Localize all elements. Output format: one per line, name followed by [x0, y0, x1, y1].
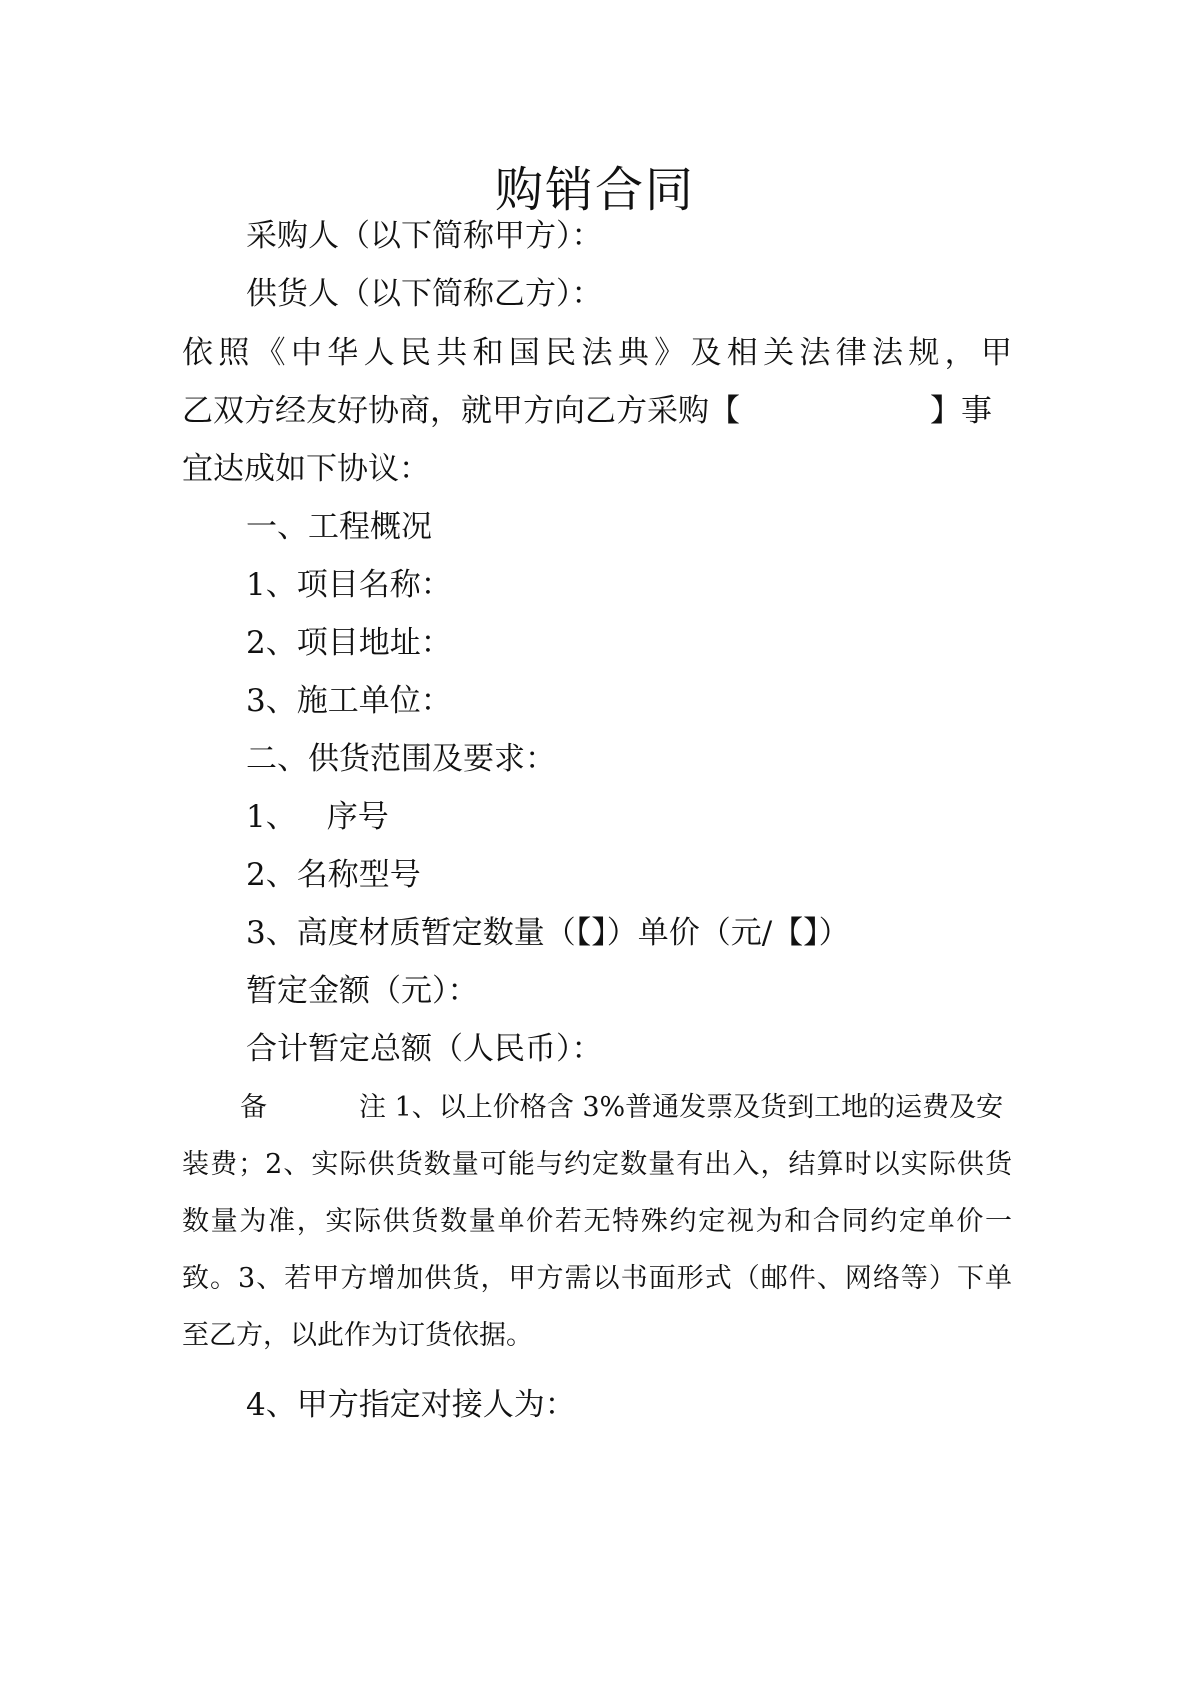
serial-number-index: 1、 — [246, 799, 297, 835]
contact-person-line: 4、甲方指定对接人为： — [246, 1387, 576, 1423]
note-line-1: 注 1、以上价格含 3%普通发票及货到工地的运费及安 — [359, 1092, 1004, 1123]
intro-line-2-after: 】事 — [930, 393, 992, 429]
note-line-5: 至乙方，以此作为订货依据。 — [182, 1320, 533, 1351]
note-line-4: 致。3、若甲方增加供货，甲方需以书面形式（邮件、网络等）下单 — [182, 1263, 1012, 1294]
intro-line-2 — [182, 391, 1012, 431]
intro-line-1: 依照《中华人民共和国民法典》及相关法律法规，甲 — [182, 335, 1012, 371]
note-first-line — [240, 1090, 1003, 1126]
buyer-line: 采购人（以下简称甲方）： — [246, 218, 603, 254]
note-line-3: 数量为准，实际供货数量单价若无特殊约定视为和合同约定单价一 — [182, 1206, 1012, 1237]
serial-number-line — [246, 797, 389, 837]
note-label: 备 — [240, 1092, 267, 1123]
serial-number-text: 序号 — [326, 799, 389, 835]
project-name-line: 1、项目名称： — [246, 567, 452, 603]
spec-quantity-price-line: 3、高度材质暂定数量（【】）单价（元/【】） — [246, 915, 850, 951]
document-title: 购销合同 — [494, 162, 695, 218]
project-address-line: 2、项目地址： — [246, 625, 452, 661]
intro-line-3: 宜达成如下协议： — [182, 451, 430, 487]
note-line-2: 装费；2、实际供货数量可能与约定数量有出入，结算时以实际供货 — [182, 1149, 1012, 1180]
section-2-heading: 二、供货范围及要求： — [246, 741, 556, 777]
total-amount-line: 合计暂定总额（人民币）： — [246, 1031, 603, 1067]
supplier-line: 供货人（以下简称乙方）： — [246, 276, 603, 312]
section-1-heading: 一、工程概况 — [246, 509, 432, 545]
name-model-line: 2、名称型号 — [246, 857, 421, 893]
provisional-amount-line: 暂定金额（元）： — [246, 973, 479, 1009]
intro-line-2-before: 乙双方经友好协商，就甲方向乙方采购【 — [182, 393, 740, 429]
construction-unit-line: 3、施工单位： — [246, 683, 452, 719]
